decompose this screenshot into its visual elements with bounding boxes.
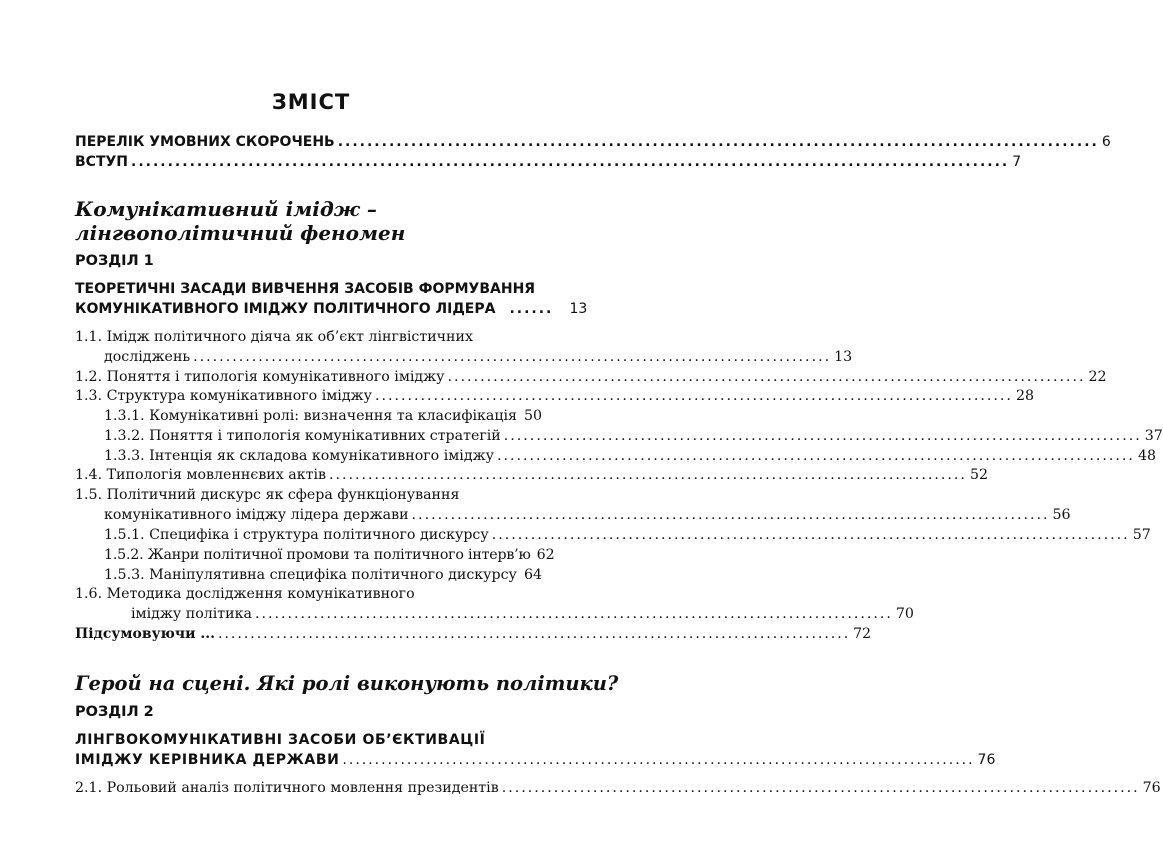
toc-entry-2-1[interactable]: [75, 780, 1161, 796]
dot-leader: ..................................................................................................: [254, 606, 893, 622]
toc-entry-1-3-2[interactable]: [104, 428, 1163, 444]
dot-leader: ........................................................................................................: [337, 134, 1099, 150]
toc-entry-1-4[interactable]: [75, 467, 989, 483]
toc-entry-label: 1.4. Типологія мовленнєвих актів: [75, 467, 326, 483]
toc-entry-label: ПЕРЕЛІК УМОВНИХ СКОРОЧЕНЬ: [75, 134, 335, 150]
toc-entry-1-6-line1: 1.6. Методика дослідження комунікативного: [75, 586, 415, 602]
toc-entry-page: 7: [1012, 154, 1022, 170]
toc-entry-1-1-line1: 1.1. Імідж політичного діяча як об’єкт лінгвістичних: [75, 329, 473, 345]
toc-entry-page: 13: [834, 349, 853, 365]
dot-leader: ..................................................................................................: [501, 780, 1140, 796]
dot-leader: ........................................................................................................................: [131, 154, 1010, 170]
toc-entry-1-2[interactable]: [75, 369, 1107, 385]
toc-entry-abbreviations[interactable]: [75, 134, 1111, 150]
toc-entry-1-5-1[interactable]: [104, 527, 1151, 543]
toc-entry-label: 1.3. Структура комунікативного іміджу: [75, 388, 372, 404]
toc-entry-label: комунікативного іміджу лідера держави: [104, 507, 409, 523]
chapter2-label: РОЗДІЛ 2: [75, 704, 154, 720]
toc-entry-label: 1.3.2. Поняття і типологія комунікативних стратегій: [104, 428, 501, 444]
chapter2-title-line1: ЛІНГВОКОМУНІКАТИВНІ ЗАСОБИ ОБ’ЄКТИВАЦІЇ: [75, 732, 486, 748]
toc-entry-1-3[interactable]: [75, 388, 1034, 404]
toc-entry-1-5-line1: 1.5. Політичний дискурс як сфера функціонування: [75, 487, 460, 503]
toc-entry-page: 62: [536, 547, 555, 563]
toc-entry-label: Підсумовуючи ...: [75, 626, 216, 642]
dot-leader: [520, 567, 521, 583]
toc-entry-1-5[interactable]: [104, 507, 1071, 523]
toc-entry-1-5-3[interactable]: [104, 567, 542, 583]
chapter1-title-line2[interactable]: [75, 301, 588, 317]
dot-leader: ......: [509, 301, 554, 317]
toc-entry-1-1[interactable]: [104, 349, 853, 365]
toc-entry-page: 56: [1052, 507, 1071, 523]
toc-entry-label: 1.5.3. Маніпулятивна специфіка політичного дискурсу: [104, 567, 517, 583]
dot-leader: ..................................................................................................: [218, 626, 851, 642]
toc-entry-label: ВСТУП: [75, 154, 129, 170]
toc-entry-page: 6: [1101, 134, 1111, 150]
toc-entry-label: 1.3.1. Комунікативні ролі: визначення та класифікація: [104, 408, 517, 424]
dot-leader: ..................................................................................................: [411, 507, 1050, 523]
toc-entry-1-3-1[interactable]: [104, 408, 542, 424]
page-title: ЗМІСТ: [271, 90, 351, 114]
dot-leader: ..................................................................................................: [447, 369, 1086, 385]
toc-entry-page: 50: [523, 408, 542, 424]
dot-leader: ..................................................................................................: [496, 448, 1135, 464]
toc-entry-label: 1.3.3. Інтенція як складова комунікативного іміджу: [104, 448, 494, 464]
part1-heading-line1: Комунікативний імідж –: [75, 197, 377, 221]
toc-entry-introduction[interactable]: [75, 154, 1022, 170]
dot-leader: ..................................................................................................: [193, 349, 832, 365]
chapter2-title-line2[interactable]: [75, 752, 996, 768]
toc-entry-1-5-2[interactable]: [104, 547, 555, 563]
toc-entry-label: 2.1. Рольовий аналіз політичного мовлення президентів: [75, 780, 499, 796]
toc-entry-summary[interactable]: [75, 626, 871, 642]
toc-entry-1-6[interactable]: [104, 606, 914, 622]
toc-entry-page: 13: [569, 301, 588, 317]
dot-leader: [520, 408, 521, 424]
toc-entry-page: 72: [853, 626, 871, 642]
toc-entry-page: 48: [1137, 448, 1157, 464]
dot-leader: ..................................................................................................: [374, 388, 1013, 404]
toc-entry-label: іміджу політика: [131, 606, 252, 622]
toc-entry-page: 76: [1142, 780, 1161, 796]
dot-leader: ..................................................................................................: [328, 467, 967, 483]
toc-entry-page: 64: [523, 567, 542, 583]
chapter1-title-line1: ТЕОРЕТИЧНІ ЗАСАДИ ВИВЧЕННЯ ЗАСОБІВ ФОРМУВАННЯ: [75, 281, 536, 297]
toc-entry-page: 22: [1088, 369, 1107, 385]
toc-entry-label: 1.5.1. Специфіка і структура політичного дискурсу: [104, 527, 489, 543]
toc-entry-label: КОМУНІКАТИВНОГО ІМІДЖУ ПОЛІТИЧНОГО ЛІДЕРА: [75, 301, 496, 317]
dot-leader: ..................................................................................................: [503, 428, 1142, 444]
toc-entry-label: ІМІДЖУ КЕРІВНИКА ДЕРЖАВИ: [75, 752, 340, 768]
chapter1-label: РОЗДІЛ 1: [75, 253, 154, 269]
toc-entry-page: 70: [895, 606, 914, 622]
toc-entry-page: 76: [977, 752, 996, 768]
toc-entry-page: 52: [969, 467, 989, 483]
part1-heading-line2: лінгвополітичний феномен: [75, 221, 406, 245]
part2-heading: Герой на сцені. Які ролі виконують політики?: [75, 672, 619, 695]
toc-entry-1-3-3[interactable]: [104, 448, 1157, 464]
dot-leader: ..................................................................................................: [342, 752, 975, 768]
toc-entry-label: досліджень: [104, 349, 191, 365]
toc-entry-page: 57: [1132, 527, 1151, 543]
toc-entry-page: 37: [1144, 428, 1163, 444]
toc-entry-label: 1.2. Поняття і типологія комунікативного іміджу: [75, 369, 445, 385]
dot-leader: ..................................................................................................: [491, 527, 1130, 543]
toc-entry-label: 1.5.2. Жанри політичної промови та політичного інтерв’ю: [104, 547, 531, 563]
toc-entry-page: 28: [1015, 388, 1034, 404]
